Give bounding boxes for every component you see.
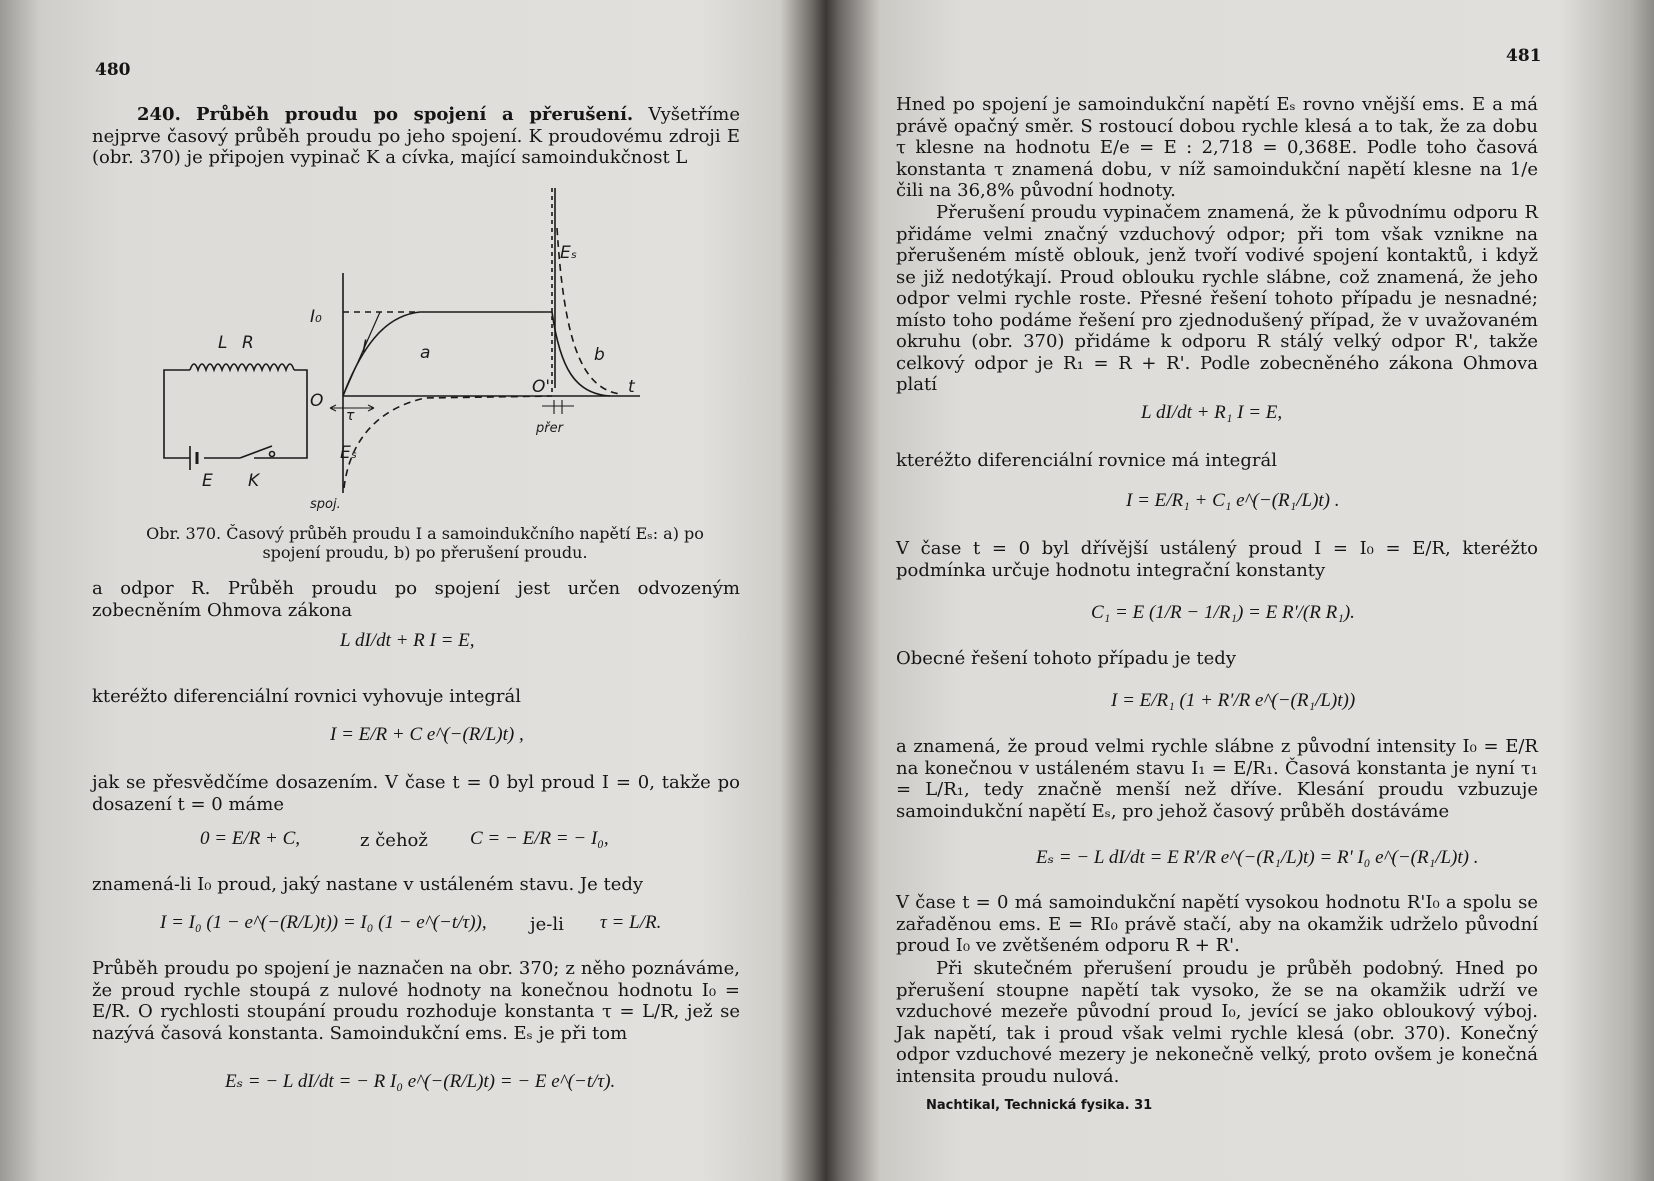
equation: I = E/R₁ + C₁ e^(−(R₁/L)t) . — [1126, 490, 1340, 511]
paragraph: Průběh proudu po spojení je naznačen na obr. 370; z něho poznáváme, že proud rychle stoupá z nulové hodnoty na konečnou hodnotu I₀ = E/R. O rychlosti stoupání proudu rozhoduje konstanta τ = L/R, jež se nazývá časová konstanta. Samoindukční ems. Eₛ je při tom — [92, 958, 740, 1044]
label-prer: přer — [536, 421, 563, 436]
equation: L dI/dt + R I = E, — [340, 630, 475, 651]
label-a: a — [420, 343, 431, 363]
label-es-bottom: Eₛ — [340, 443, 358, 463]
paragraph: a znamená, že proud velmi rychle slábne z původní intensity I₀ = E/R na konečnou v ustáleném stavu I₁ = E/R₁. Časová konstanta je nyní τ₁ = L/R₁, tedy značně menší než dříve. Klesání proudu vzbuzuje samoindukční napětí Eₛ, pro jehož časový průběh dostáváme — [896, 736, 1538, 822]
paragraph: kteréžto diferenciální rovnice má integrál — [896, 450, 1277, 471]
equation: L dI/dt + R₁ I = E, — [1141, 402, 1283, 423]
label-t: t — [628, 377, 635, 397]
paragraph: Hned po spojení je samoindukční napětí Eₛ rovno vnější ems. E a má právě opačný směr. S rostoucí dobou rychle klesá a to tak, že za dobu τ klesne na hodnotu E/e = E : 2,718 = 0,368E. Podle toho časová konstanta τ znamená dobu, v níž samoindukční napětí klesne na 1/e čili na 36,8% původní hodnoty. — [896, 94, 1538, 201]
paragraph: Obecné řešení tohoto případu je tedy — [896, 648, 1236, 669]
label-es-top: Eₛ — [560, 243, 578, 263]
equation: C₁ = E (1/R − 1/R₁) = E R'/(R R₁). — [1091, 602, 1355, 623]
label-b: b — [594, 345, 605, 365]
label-O: O — [310, 391, 324, 411]
equation: I = E/R + C e^(−(R/L)t) , — [330, 724, 524, 745]
equation: 0 = E/R + C, — [200, 828, 301, 849]
label-L: L — [218, 333, 228, 353]
section-number: 240. — [137, 104, 181, 125]
equation-connector: je-li — [530, 914, 564, 935]
label-I: I — [362, 337, 368, 357]
figure-caption: Obr. 370. Časový průběh proudu I a samoindukčního napětí Eₛ: a) po spojení proudu, b) po přerušení proudu. — [146, 524, 704, 562]
paragraph: znamená-li I₀ proud, jaký nastane v ustáleném stavu. Je tedy — [92, 874, 644, 895]
es-curve-a — [344, 396, 552, 488]
equation: I = I₀ (1 − e^(−(R/L)t)) = I₀ (1 − e^(−t/τ)), — [160, 912, 487, 933]
left-page — [0, 0, 826, 1181]
circuit-coil — [190, 364, 294, 370]
label-spoj: spoj. — [310, 497, 341, 512]
equation: Eₛ = − L dI/dt = E R'/R e^(−(R₁/L)t) = R' I₀ e^(−(R₁/L)t) . — [1036, 847, 1479, 868]
label-E: E — [202, 471, 213, 491]
paragraph: a odpor R. Průběh proudu po spojení jest určen odvozeným zobecněním Ohmova zákona — [92, 578, 740, 621]
paragraph: Při skutečném přerušení proudu je průběh podobný. Hned po přerušení stoupne napětí tak vysoko, že se na okamžik udrží ve vzduchové mezeře původní proud I₀, jevící se jako obloukový výboj. Jak napětí, tak i proud však velmi rychle klesá (obr. 370). Konečný odpor vzduchové mezery je nekonečně velký, proto ovšem je konečná intensita proudu nulová. — [896, 958, 1538, 1087]
equation-connector: z čehož — [360, 830, 428, 851]
switch-k — [240, 446, 272, 458]
figure-370 — [150, 188, 690, 518]
section-intro-text: Vyšetříme nejprve časový průběh proudu po jeho spojení. K proudovému zdroji E (obr. 370) je připojen vypinač K a cívka, mající samoindukčnost L — [92, 104, 740, 168]
equation: C = − E/R = − I₀, — [470, 828, 609, 849]
right-page — [826, 0, 1654, 1181]
label-tau: τ — [346, 408, 355, 424]
equation: τ = L/R. — [600, 912, 662, 933]
equation: Eₛ = − L dI/dt = − R I₀ e^(−(R/L)t) = − E e^(−t/τ). — [225, 1071, 616, 1092]
page-number: 481 — [1506, 46, 1542, 66]
label-R: R — [242, 333, 254, 353]
paragraph: kteréžto diferenciální rovnici vyhovuje integrál — [92, 686, 522, 707]
section-intro — [92, 104, 740, 169]
label-I0: I₀ — [310, 307, 322, 327]
page-footer: Nachtikal, Technická fysika. 31 — [926, 1098, 1153, 1113]
label-o-prime: O' — [532, 377, 551, 397]
paragraph: Přerušení proudu vypinačem znamená, že k původnímu odporu R přidáme velmi značný vzduchový odpor; při tom však vznikne na přerušeném místě oblouk, jenž tvoří vodivé spojení kontaktů, i když se již nedotýkají. Proud oblouku rychle slábne, což znamená, že jeho odpor velmi rychle roste. Přesné řešení tohoto případu je nesnadné; místo toho podáme řešení pro zjednodušený případ, že v uvažovaném okruhu (obr. 370) přidáme k odporu R stálý velký odpor R', takže celkový odpor je R₁ = R + R'. Podle zobecněného zákona Ohmova platí — [896, 202, 1538, 395]
section-title: Průběh proudu po spojení a přerušení. — [195, 104, 634, 125]
label-K: K — [248, 471, 260, 491]
equation: I = E/R₁ (1 + R'/R e^(−(R₁/L)t)) — [1111, 690, 1356, 711]
paragraph: V čase t = 0 byl dřívější ustálený proud I = I₀ = E/R, kteréžto podmínka určuje hodnotu integrační konstanty — [896, 538, 1538, 581]
paragraph: V čase t = 0 má samoindukční napětí vysokou hodnotu R'I₀ a spolu se zařaděnou ems. E = RI₀ právě stačí, aby na okamžik udrželo původní proud I₀ ve zvětšeném odporu R + R'. — [896, 892, 1538, 956]
page-number: 480 — [95, 60, 131, 80]
circuit-wire — [164, 370, 307, 458]
paragraph: jak se přesvědčíme dosazením. V čase t = 0 byl proud I = 0, takže po dosazení t = 0 máme — [92, 772, 740, 815]
